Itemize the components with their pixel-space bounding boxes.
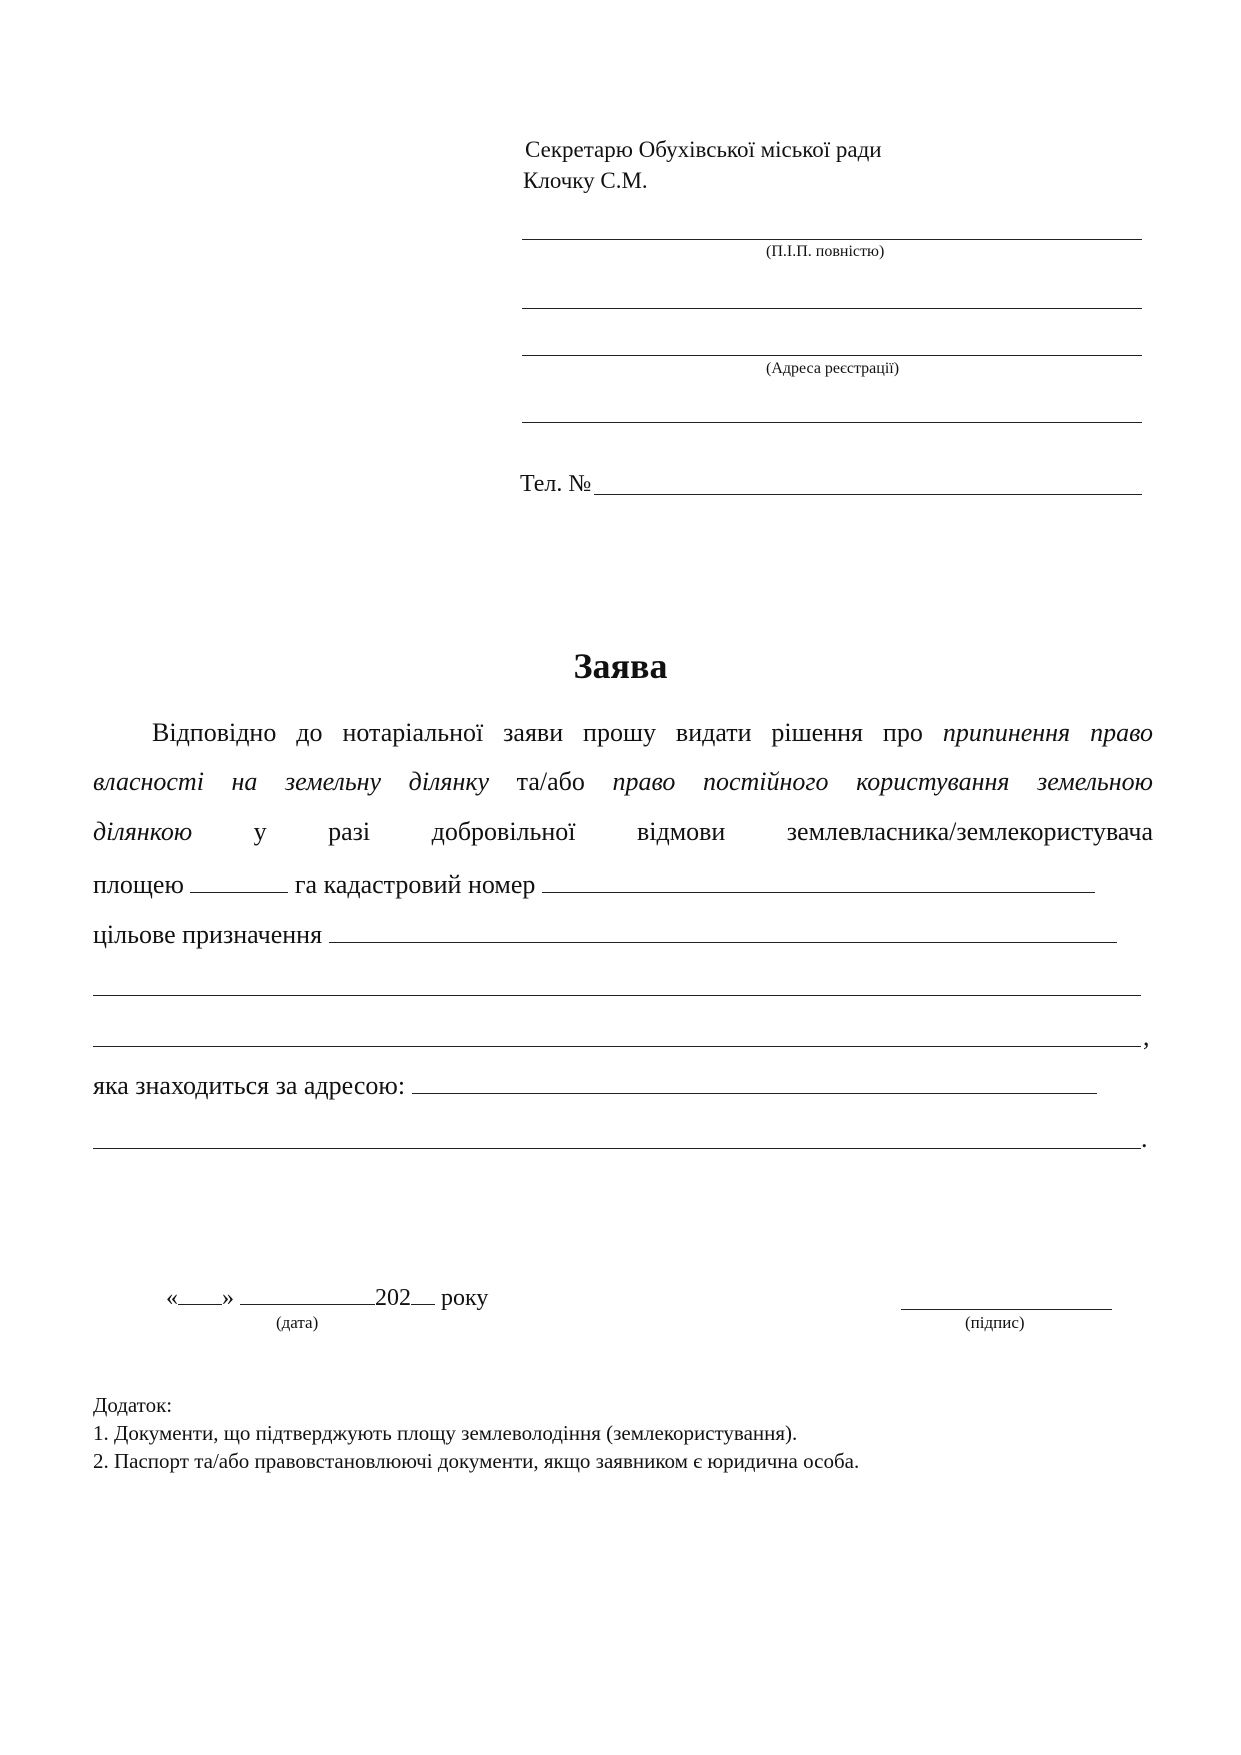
area-field[interactable] bbox=[190, 868, 288, 893]
body-line-6 bbox=[93, 1069, 1153, 1101]
full-name-field[interactable] bbox=[522, 239, 1142, 240]
addressee-line-2: Клочку С.М. bbox=[523, 168, 648, 193]
year-suffix: року bbox=[441, 1285, 489, 1311]
body-line-3 bbox=[93, 817, 1153, 847]
full-name-caption: (П.І.П. повністю) bbox=[766, 243, 885, 260]
location-label: яка знаходиться за адресою: bbox=[93, 1071, 406, 1100]
body-text: у разі добровільної відмови землевласника/землекористувача bbox=[253, 817, 1153, 846]
phone-label: Тел. № bbox=[520, 471, 592, 497]
area-label: площею bbox=[93, 870, 184, 899]
addressee-line-1: Секретарю Обухівської міської ради bbox=[525, 137, 882, 162]
body-text: Відповідно до нотаріальної заяви прошу видати рішення про bbox=[152, 718, 923, 747]
body-text: та/або bbox=[516, 767, 585, 796]
attachment-item-1: 1. Документи, що підтверджують площу землеволодіння (землекористування). bbox=[93, 1421, 798, 1445]
location-field-2[interactable] bbox=[93, 1148, 1141, 1149]
date-row bbox=[166, 1284, 488, 1312]
date-caption: (дата) bbox=[276, 1313, 319, 1332]
purpose-field-2[interactable] bbox=[93, 995, 1141, 996]
year-field[interactable] bbox=[411, 1284, 435, 1305]
attachments-heading: Додаток: bbox=[93, 1393, 173, 1417]
area-unit-label: га кадастровий номер bbox=[294, 870, 536, 899]
open-quote: « bbox=[166, 1285, 178, 1311]
purpose-field-3[interactable] bbox=[93, 1046, 1141, 1047]
body-text-italic: ділянкою bbox=[93, 817, 193, 846]
address-field-2[interactable] bbox=[522, 355, 1142, 356]
body-line-2 bbox=[93, 767, 1153, 797]
body-text-italic: право постійного користування земельною bbox=[612, 767, 1153, 796]
signature-caption: (підпис) bbox=[965, 1313, 1025, 1332]
cadastral-number-field[interactable] bbox=[542, 868, 1095, 893]
period: . bbox=[1141, 1124, 1148, 1153]
attachment-item-2: 2. Паспорт та/або правовстановлюючі документи, якщо заявником є юридична особа. bbox=[93, 1449, 860, 1473]
purpose-label: цільове призначення bbox=[93, 920, 323, 949]
comma: , bbox=[1143, 1022, 1150, 1051]
purpose-field[interactable] bbox=[329, 918, 1117, 943]
location-field[interactable] bbox=[412, 1069, 1097, 1094]
day-field[interactable] bbox=[178, 1284, 222, 1305]
body-line-1 bbox=[152, 718, 1153, 748]
year-prefix: 202 bbox=[375, 1285, 411, 1311]
body-text-italic: припинення право bbox=[942, 718, 1154, 747]
address-field-1[interactable] bbox=[522, 308, 1142, 309]
close-quote: » bbox=[222, 1285, 234, 1311]
address-caption: (Адреса реєстрації) bbox=[766, 360, 900, 377]
body-line-4 bbox=[93, 868, 1153, 900]
body-text-italic: власності на земельну ділянку bbox=[93, 767, 490, 796]
phone-field[interactable] bbox=[594, 494, 1142, 495]
month-field[interactable] bbox=[240, 1284, 375, 1305]
signature-field[interactable] bbox=[901, 1309, 1112, 1310]
body-line-5 bbox=[93, 918, 1153, 950]
address-field-3[interactable] bbox=[522, 422, 1142, 423]
document-title: Заява bbox=[573, 646, 668, 686]
